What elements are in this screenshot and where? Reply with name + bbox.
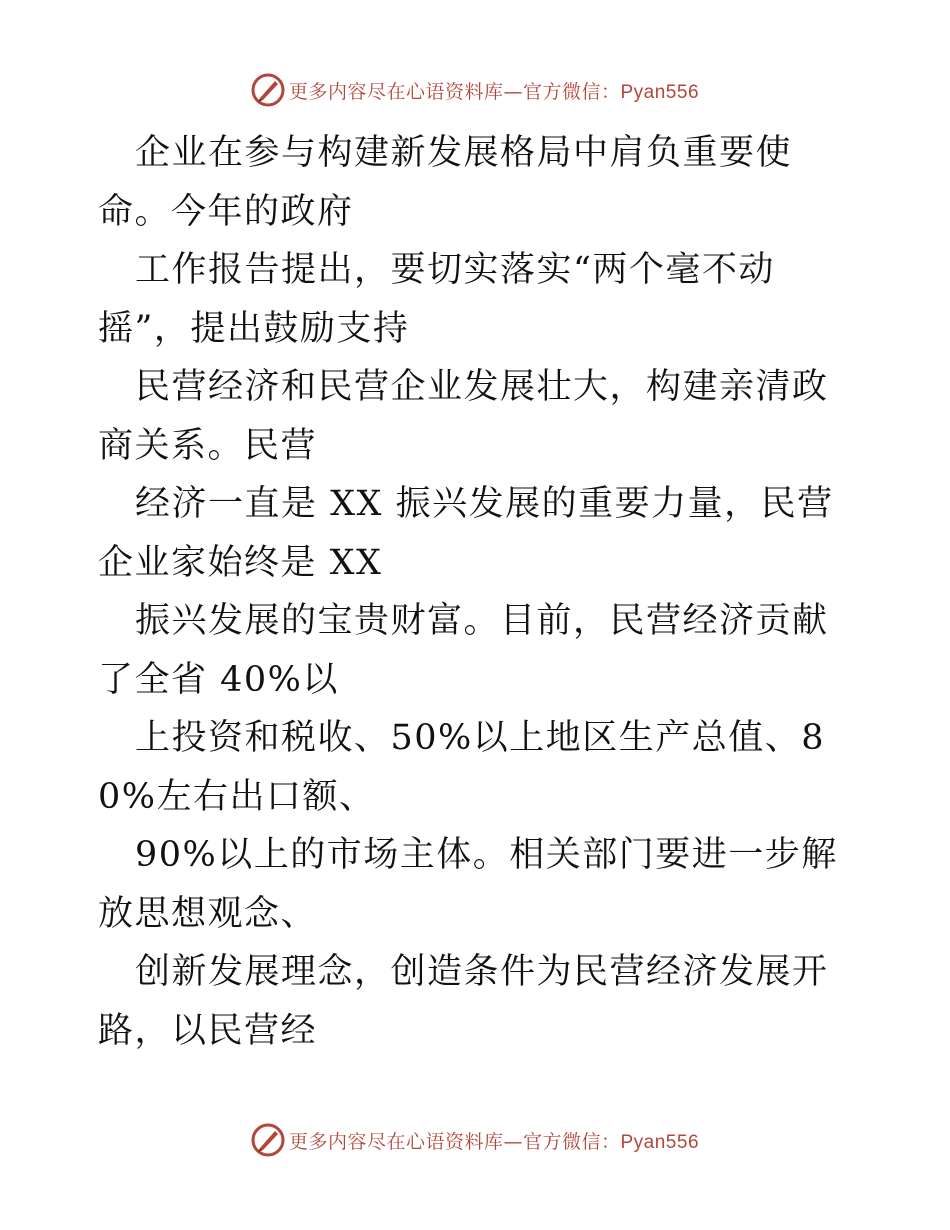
paragraph: 振兴发展的宝贵财富。目前，民营经济贡献了全省 40%以 bbox=[98, 601, 829, 700]
paragraph: 民营经济和民营企业发展壮大，构建亲清政商关系。民营 bbox=[98, 367, 829, 466]
footer-banner bbox=[0, 1120, 950, 1160]
banner-text-cn: 更多内容尽在心语资料库—官方微信： bbox=[288, 1130, 621, 1153]
paragraph: 90%以上的市场主体。相关部门要进一步解放思想观念、 bbox=[98, 835, 838, 934]
paragraph: 经济一直是 XX 振兴发展的重要力量，民营企业家始终是 XX bbox=[98, 484, 834, 583]
paragraph: 企业在参与构建新发展格局中肩负重要使命。今年的政府 bbox=[98, 133, 793, 232]
header-banner bbox=[0, 70, 950, 110]
banner-text bbox=[289, 1127, 699, 1154]
banner-wechat-id: Pyan556 bbox=[620, 81, 700, 103]
quill-pen-logo-icon bbox=[251, 73, 285, 107]
banner-wechat-id: Pyan556 bbox=[620, 1131, 700, 1153]
quill-pen-logo-icon bbox=[251, 1123, 285, 1157]
paragraph: 创新发展理念，创造条件为民营经济发展开路，以民营经 bbox=[98, 952, 829, 1051]
document-body bbox=[98, 124, 858, 1060]
banner-text bbox=[289, 77, 699, 104]
paragraph: 上投资和税收、50%以上地区生产总值、80%左右出口额、 bbox=[98, 718, 826, 817]
banner-text-cn: 更多内容尽在心语资料库—官方微信： bbox=[288, 80, 621, 103]
paragraph: 工作报告提出，要切实落实“两个毫不动摇”，提出鼓励支持 bbox=[98, 250, 775, 349]
